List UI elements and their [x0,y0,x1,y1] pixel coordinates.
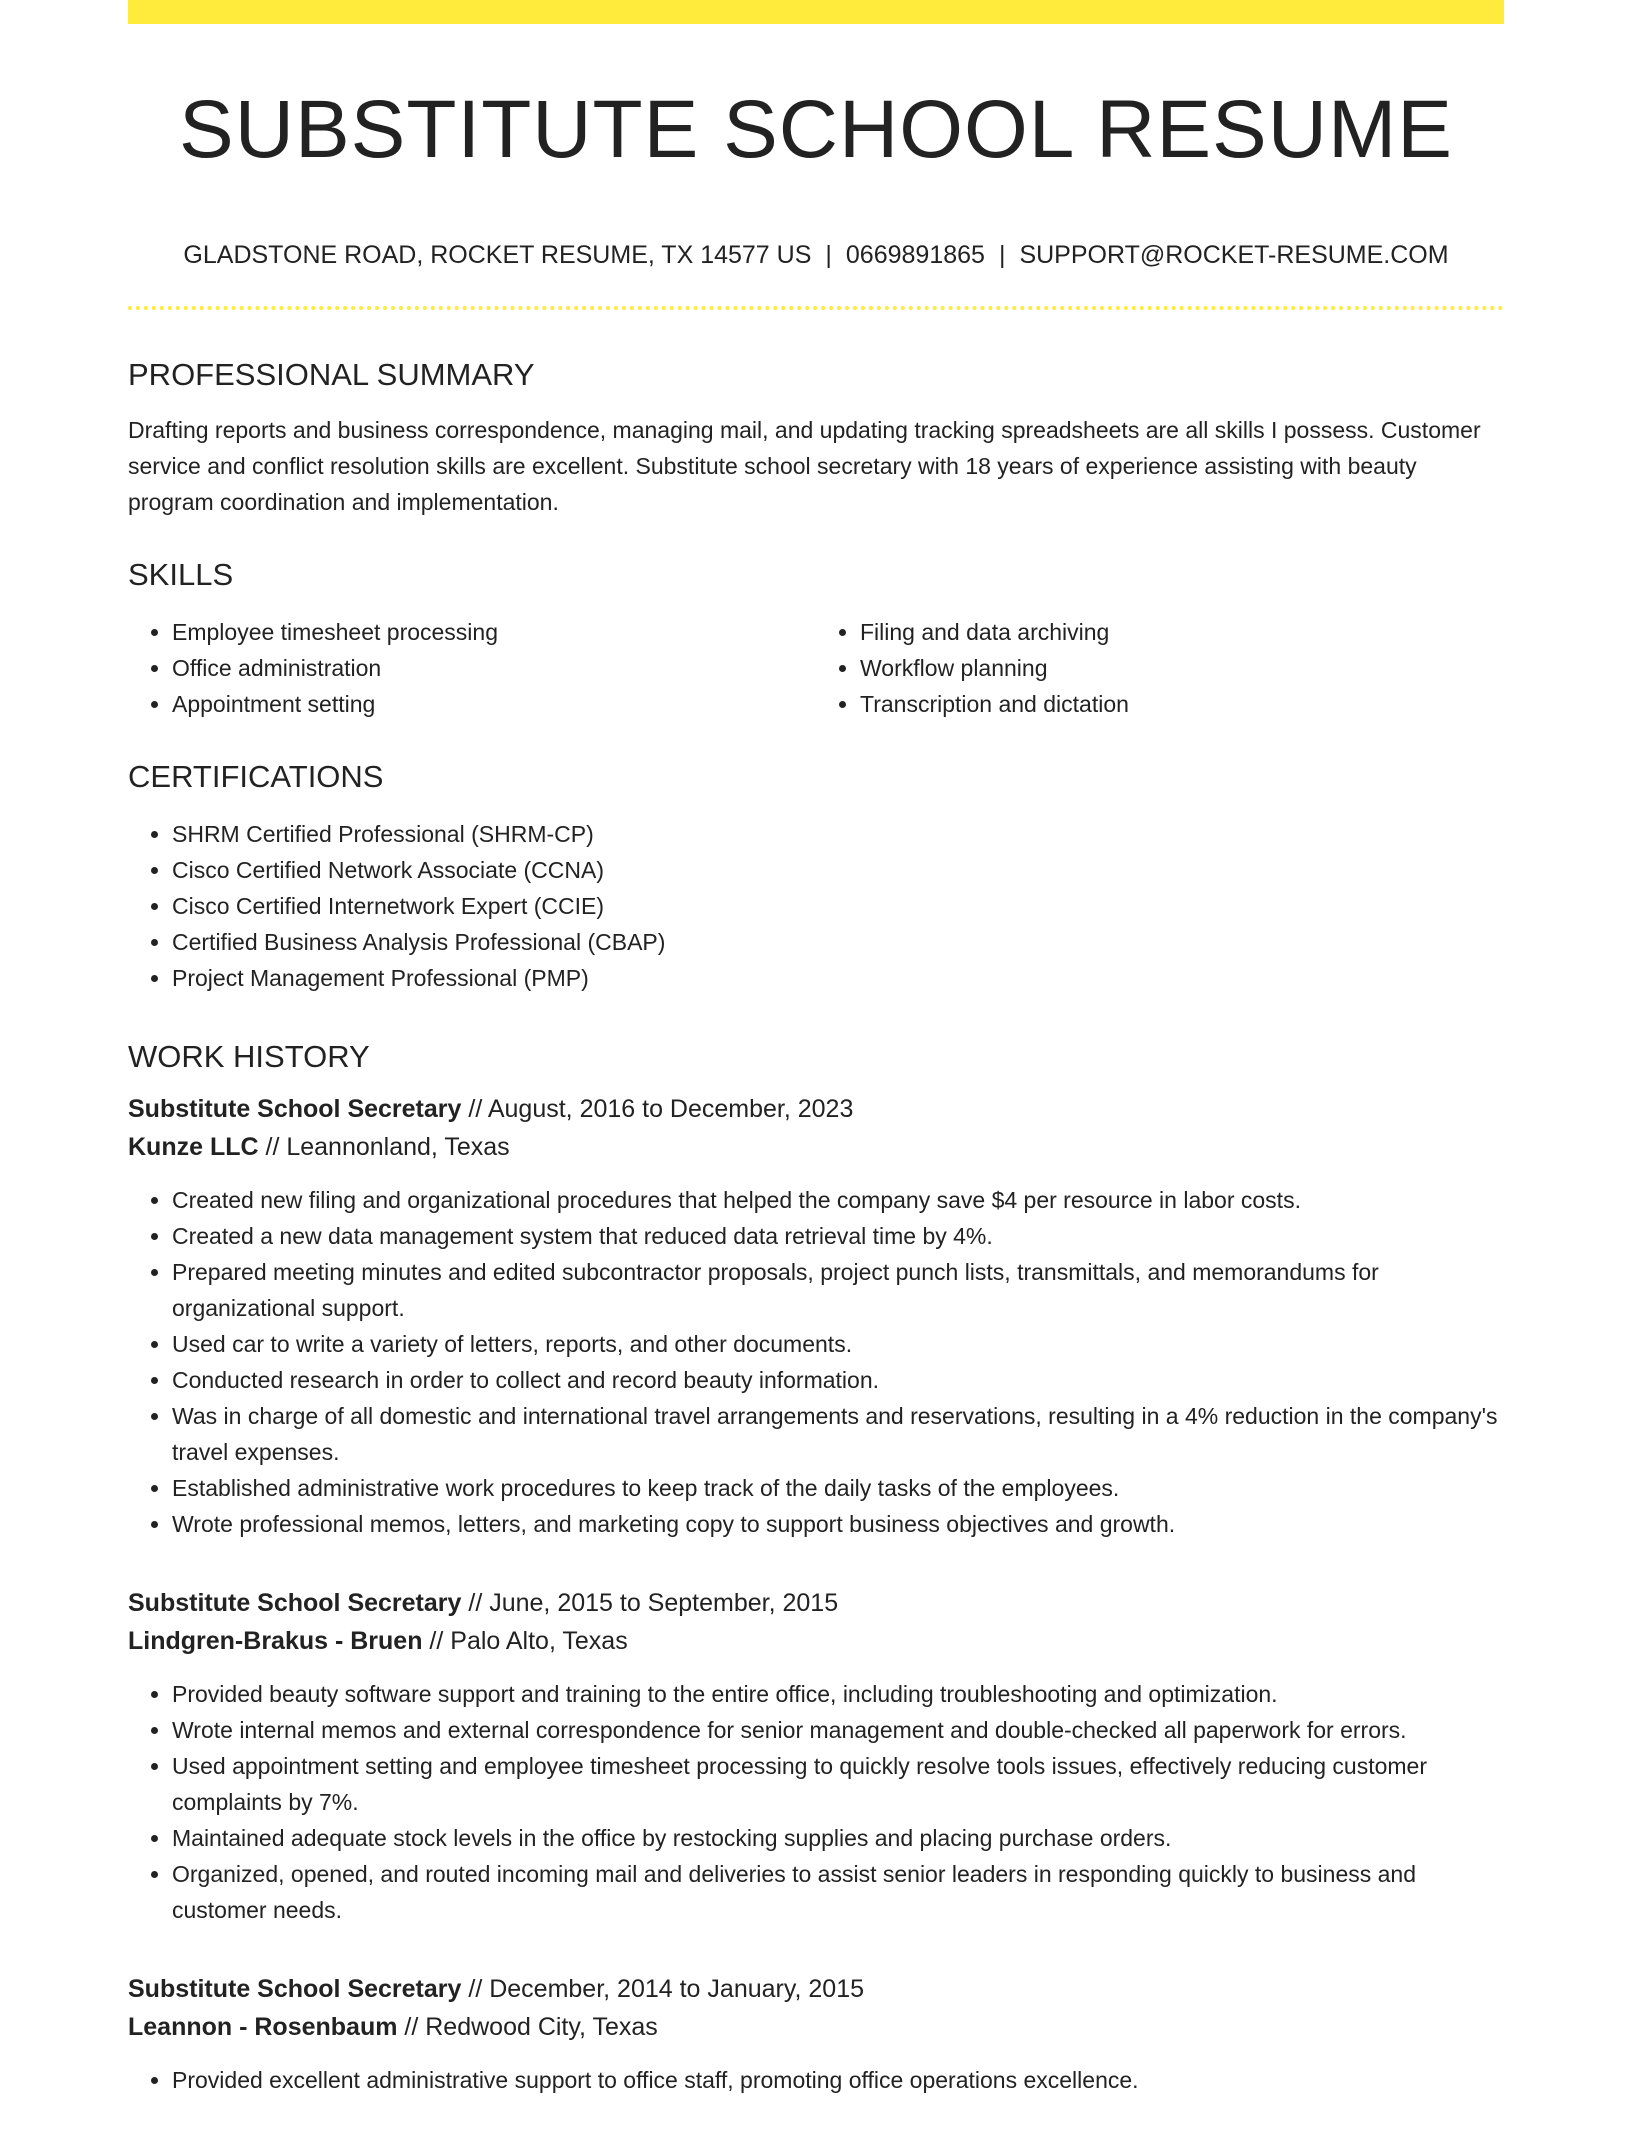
job-bullet: • Established administrative work procedures to keep track of the daily tasks of the employees. [172,1470,1504,1506]
resume-content [128,350,1504,2140]
skill-item: • Filing and data archiving [860,614,1504,650]
contact-address: GLADSTONE ROAD, ROCKET RESUME, TX 14577 US [183,241,812,269]
work-history-heading: WORK HISTORY [128,1039,370,1074]
contact-line [128,238,1504,272]
job-bullet: • Wrote professional memos, letters, and marketing copy to support business objectives and growth. [172,1506,1504,1542]
job-entry [128,1970,1504,2098]
job-location: // Redwood City, Texas [397,2013,658,2041]
job-bullet: • Provided excellent administrative support to office staff, promoting office operations excellence. [172,2062,1504,2098]
job-bullet: • Conducted research in order to collect and record beauty information. [172,1362,1504,1398]
certification-item: • SHRM Certified Professional (SHRM-CP) [172,816,1504,852]
certification-item: • Certified Business Analysis Professional (CBAP) [172,924,1504,960]
job-title-line [128,1584,1504,1622]
job-title: Substitute School Secretary [128,1589,462,1617]
certifications-section [128,752,1504,996]
job-bullet: • Was in charge of all domestic and international travel arrangements and reservations, resulting in a 4% reduction in the company's travel expenses. [172,1398,1504,1470]
job-bullet: • Used car to write a variety of letters, reports, and other documents. [172,1326,1504,1362]
job-bullet: • Wrote internal memos and external correspondence for senior management and double-checked all paperwork for errors. [172,1712,1504,1748]
skills-right-list [816,614,1504,722]
job-bullet: • Created a new data management system that reduced data retrieval time by 4%. [172,1218,1504,1254]
certifications-heading: CERTIFICATIONS [128,759,384,794]
skill-item: • Workflow planning [860,650,1504,686]
contact-separator: | [998,241,1006,269]
summary-text: Drafting reports and business correspondence, managing mail, and updating tracking spreadsheets are all skills I possess. Customer service and conflict resolution skills are excellent. Substitute school secretary with 18 years of experience assisting with beauty program coordination and implementation. [128,417,1481,515]
job-bullets [128,1676,1504,1928]
certifications-list [128,816,1504,996]
skill-item: • Employee timesheet processing [172,614,816,650]
skill-item: • Appointment setting [172,686,816,722]
job-bullet: • Provided beauty software support and training to the entire office, including troubleshooting and optimization. [172,1676,1504,1712]
job-bullet: • Prepared meeting minutes and edited subcontractor proposals, project punch lists, transmittals, and memorandums for organizational support. [172,1254,1504,1326]
job-bullet: • Maintained adequate stock levels in the office by restocking supplies and placing purchase orders. [172,1820,1504,1856]
job-company: Lindgren-Brakus - Bruen [128,1627,423,1655]
job-dates: // June, 2015 to September, 2015 [461,1589,839,1617]
job-bullets [128,1182,1504,1542]
job-title: Substitute School Secretary [128,1095,462,1123]
skills-left-list [128,614,816,722]
certification-item: • Project Management Professional (PMP) [172,960,1504,996]
job-title-line [128,1970,1504,2008]
summary-heading: PROFESSIONAL SUMMARY [128,357,535,392]
job-bullet: • Organized, opened, and routed incoming mail and deliveries to assist senior leaders in responding quickly to business and customer needs. [172,1856,1504,1928]
job-entry [128,1090,1504,1542]
skill-item: • Transcription and dictation [860,686,1504,722]
skills-columns [128,614,1504,722]
job-bullets [128,2062,1504,2098]
job-title-line [128,1090,1504,1128]
contact-email[interactable]: SUPPORT@ROCKET-RESUME.COM [1019,241,1449,269]
job-bullet: • Created new filing and organizational procedures that helped the company save $4 per resource in labor costs. [172,1182,1504,1218]
certification-item: • Cisco Certified Internetwork Expert (CCIE) [172,888,1504,924]
job-company-line [128,1622,1504,1660]
skill-item: • Office administration [172,650,816,686]
job-company: Kunze LLC [128,1133,259,1161]
dotted-divider [128,306,1504,310]
job-company: Leannon - Rosenbaum [128,2013,398,2041]
contact-separator: | [825,241,832,269]
job-dates: // August, 2016 to December, 2023 [461,1095,854,1123]
top-accent-bar [128,0,1504,24]
job-location: // Leannonland, Texas [258,1133,510,1161]
skills-heading: SKILLS [128,557,234,592]
job-entry [128,1584,1504,1928]
job-title: Substitute School Secretary [128,1975,462,2003]
job-location: // Palo Alto, Texas [422,1627,628,1655]
job-dates: // December, 2014 to January, 2015 [461,1975,865,2003]
job-bullet: • Used appointment setting and employee timesheet processing to quickly resolve tools issues, effectively reducing customer complaints by 7%. [172,1748,1504,1820]
job-company-line [128,1128,1504,1166]
resume-title: SUBSTITUTE SCHOOL RESUME [179,84,1453,175]
summary-section [128,350,1504,520]
contact-phone: 0669891865 [845,241,985,269]
job-company-line [128,2008,1504,2046]
certification-item: • Cisco Certified Network Associate (CCNA) [172,852,1504,888]
work-history-section [128,1032,1504,2098]
skills-section [128,550,1504,722]
